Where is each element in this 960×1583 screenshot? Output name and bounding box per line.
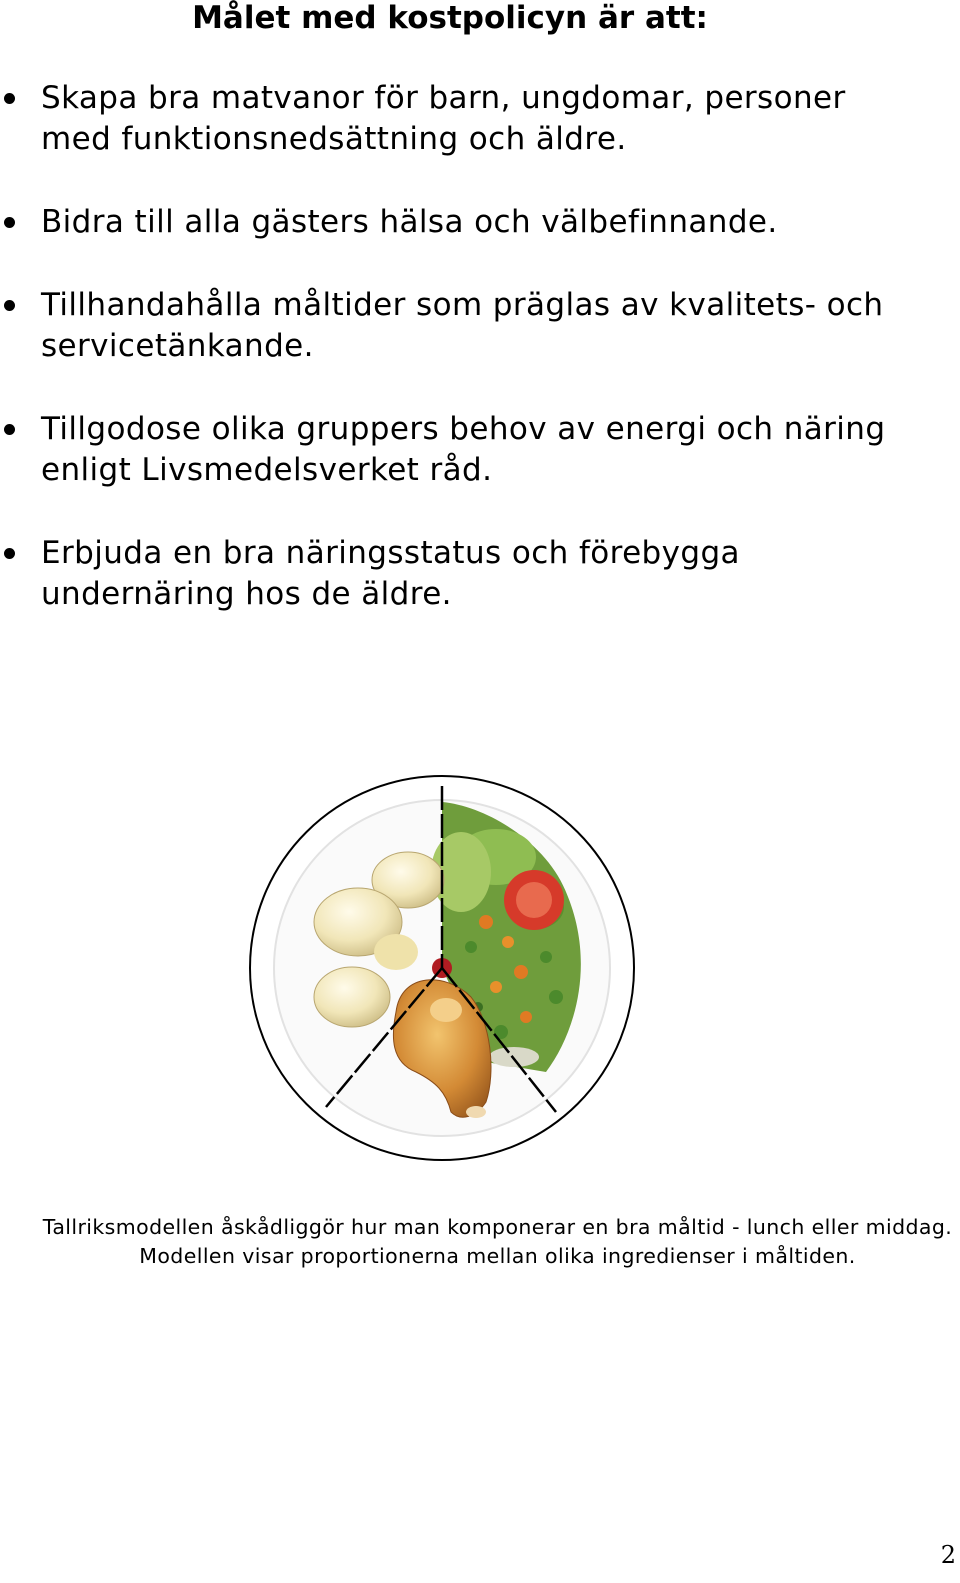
list-item <box>0 78 900 160</box>
list-item <box>0 409 900 491</box>
bullet-icon <box>4 300 15 311</box>
list-item-text: Erbjuda en bra näringsstatus och förebygga undernäring hos de äldre. <box>41 535 740 612</box>
list-item-text: Bidra till alla gästers hälsa och välbefinnande. <box>41 204 778 240</box>
plate-model-illustration <box>246 772 642 1172</box>
bullet-icon <box>4 217 15 228</box>
page-title: Målet med kostpolicyn är att: <box>192 0 708 36</box>
bullet-icon <box>4 424 15 435</box>
bullet-icon <box>4 548 15 559</box>
list-item <box>0 285 900 367</box>
page-number: 2 <box>940 1541 956 1569</box>
list-item <box>0 533 900 615</box>
list-item-text: Tillhandahålla måltider som präglas av kvalitets- och servicetänkande. <box>41 287 884 364</box>
plate-icon <box>246 772 642 1172</box>
list-item-text: Tillgodose olika gruppers behov av energi och näring enligt Livsmedelsverket råd. <box>41 411 886 488</box>
list-item <box>0 202 900 243</box>
policy-list <box>0 78 900 657</box>
list-item-text: Skapa bra matvanor för barn, ungdomar, personer med funktionsnedsättning och äldre. <box>41 80 846 157</box>
bullet-icon <box>4 93 15 104</box>
caption: Tallriksmodellen åskådliggör hur man komponerar en bra måltid - lunch eller middag. Modellen visar proportionerna mellan olika ingredienser i måltiden. <box>42 1215 953 1268</box>
